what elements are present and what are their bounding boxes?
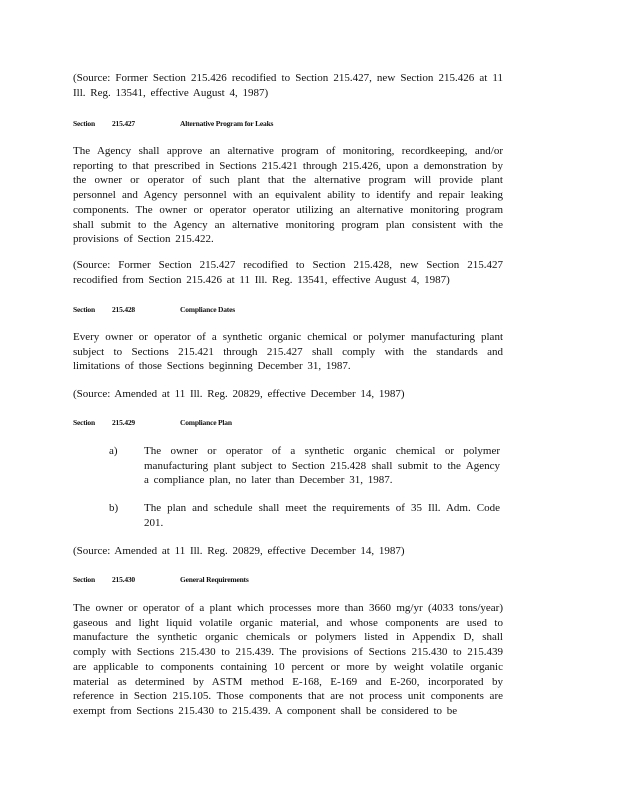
section-number: 215.430 bbox=[112, 575, 135, 584]
list-item-label: a) bbox=[109, 445, 118, 457]
section-title: Compliance Plan bbox=[180, 418, 232, 427]
source-note: (Source: Former Section 215.427 recodified to Section 215.428, new Section 215.427 recodified from Section 215.426 at 11 Ill. Reg. 13541, effective August 4, 1987) bbox=[73, 259, 503, 286]
section-label: Section bbox=[73, 119, 95, 128]
section-title: General Requirements bbox=[180, 575, 249, 584]
section-number: 215.429 bbox=[112, 418, 135, 427]
source-note: (Source: Former Section 215.426 recodified to Section 215.427, new Section 215.426 at 11 Ill. Reg. 13541, effective August 4, 1987) bbox=[73, 72, 503, 99]
section-heading bbox=[73, 575, 503, 587]
source-note: (Source: Amended at 11 Ill. Reg. 20829, effective December 14, 1987) bbox=[73, 388, 405, 400]
section-body: The Agency shall approve an alternative program of monitoring, recordkeeping, and/or reporting to that prescribed in Sections 215.421 through 215.426, upon a demonstration by the owner or operator of such plant that the alternative program will provide plant personnel and Agency personnel with an equivalent ability to identify and repair leaking components. The owner or operator operator utilizing an alternative monitoring program shall submit to the Agency an alternative monitoring program plan consistent with the provisions of Section 215.422. bbox=[73, 145, 503, 246]
section-heading bbox=[73, 418, 503, 430]
section-title: Compliance Dates bbox=[180, 305, 235, 314]
section-label: Section bbox=[73, 418, 95, 427]
section-number: 215.428 bbox=[112, 305, 135, 314]
section-body: The owner or operator of a plant which processes more than 3660 mg/yr (4033 tons/year) gaseous and light liquid volatile organic material, and whose components are used to manufacture the synthetic organic chemicals or polymers listed in Appendix D, shall comply with Sections 215.430 to 215.439. The provisions of Sections 215.430 to 215.439 are applicable to components containing 10 percent or more by weight volatile organic material as determined by ASTM method E-168, E-169 and E-260, incorporated by reference in Section 215.105. Those components that are not process unit components are exempt from Sections 215.430 to 215.439. A component shall be considered to be bbox=[73, 602, 503, 717]
section-label: Section bbox=[73, 305, 95, 314]
section-label: Section bbox=[73, 575, 95, 584]
section-title: Alternative Program for Leaks bbox=[180, 119, 274, 128]
section-body: Every owner or operator of a synthetic organic chemical or polymer manufacturing plant subject to Sections 215.421 through 215.427 shall comply with the standards and limitations of those Sections beginning December 31, 1987. bbox=[73, 331, 503, 373]
section-heading bbox=[73, 119, 503, 131]
section-heading bbox=[73, 305, 503, 317]
list-item-text: The owner or operator of a synthetic organic chemical or polymer manufacturing plant subject to Section 215.428 shall submit to the Agency a compliance plan, no later than December 31, 1987. bbox=[144, 445, 500, 487]
list-item-text: The plan and schedule shall meet the requirements of 35 Ill. Adm. Code 201. bbox=[144, 502, 500, 529]
section-number: 215.427 bbox=[112, 119, 135, 128]
list-item-label: b) bbox=[109, 502, 119, 514]
source-note: (Source: Amended at 11 Ill. Reg. 20829, effective December 14, 1987) bbox=[73, 545, 405, 557]
